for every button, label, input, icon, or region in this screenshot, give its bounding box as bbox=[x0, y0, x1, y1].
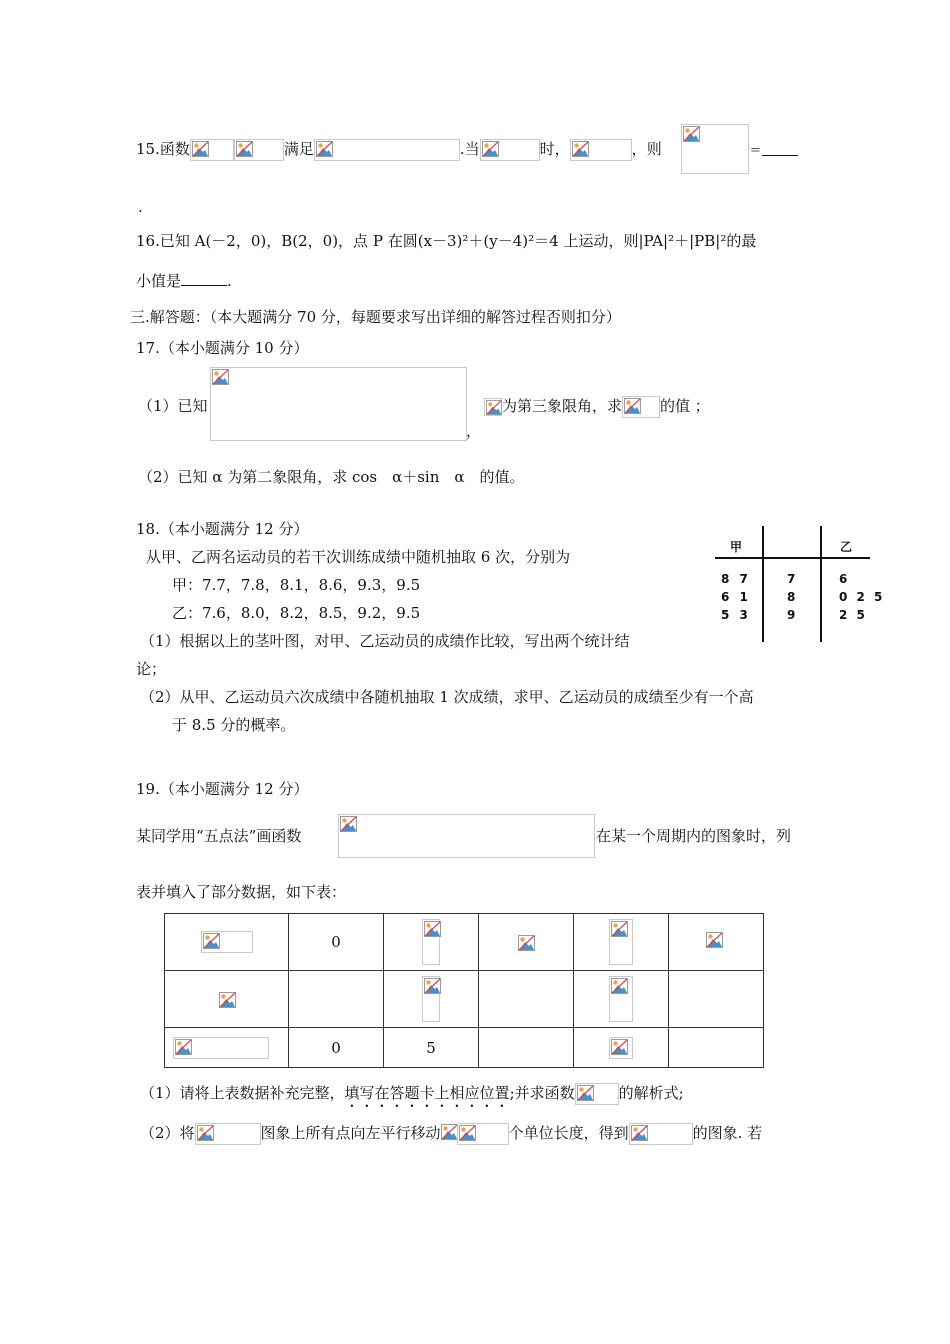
broken-image-icon bbox=[706, 932, 723, 948]
broken-image-icon bbox=[197, 1125, 214, 1141]
formula-image bbox=[480, 139, 540, 161]
q17-p1-end: 的值 ； bbox=[660, 397, 710, 415]
formula-image bbox=[234, 139, 284, 161]
q19-p1 bbox=[140, 1082, 684, 1111]
broken-image-icon bbox=[340, 816, 357, 832]
broken-image-icon bbox=[316, 141, 333, 157]
q18-p1-line2: 论； bbox=[136, 660, 167, 678]
stemleaf-right: 6 bbox=[839, 572, 848, 586]
five-point-table bbox=[164, 913, 764, 1068]
q17-title: 17.（本小题满分 10 分） bbox=[136, 339, 309, 357]
q15-satisfy: 满足 bbox=[283, 140, 314, 158]
stemleaf-header-right: 乙 bbox=[840, 540, 853, 554]
q15-prefix: 15.函数 bbox=[136, 140, 190, 158]
table-cell: 5 bbox=[384, 1028, 479, 1068]
q15-end-dot: . bbox=[138, 198, 143, 216]
q16-text: 小值是 bbox=[136, 272, 182, 290]
q16-answer-blank bbox=[181, 271, 227, 286]
q19-p2-mid2: 个单位长度，得到 bbox=[508, 1124, 629, 1142]
formula-image bbox=[706, 932, 726, 952]
q19-p2-mid1: 图象上所有点向左平行移动 bbox=[260, 1124, 441, 1142]
broken-image-icon bbox=[424, 978, 441, 994]
section-3-heading: 三.解答题：（本大题满分 70 分，每题要求写出详细的解答过程否则扣分） bbox=[130, 308, 621, 326]
formula-image bbox=[422, 976, 440, 1022]
stemleaf-right: 2 5 bbox=[839, 608, 865, 622]
formula-image bbox=[195, 1123, 261, 1145]
q15-answer-blank bbox=[762, 140, 798, 162]
table-cell: 0 bbox=[289, 914, 384, 971]
stemleaf-header-left: 甲 bbox=[730, 540, 743, 554]
q19-intro-suffix: 在某一个周期内的图象时，列 bbox=[596, 827, 792, 845]
q17-p1-mid: 为第三象限角，求 bbox=[502, 397, 623, 415]
q19-p1-prefix: （1）请将上表数据补充完整， bbox=[140, 1084, 345, 1102]
formula-image bbox=[570, 139, 632, 161]
q19-line2: 表并填入了部分数据，如下表： bbox=[136, 883, 347, 901]
q18-p2-line2: 于 8.5 分的概率。 bbox=[172, 716, 296, 734]
q18-yi-scores: 乙：7.6，8.0，8.2，8.5，9.2，9.5 bbox=[172, 604, 421, 622]
broken-image-icon bbox=[572, 141, 589, 157]
formula-image bbox=[622, 396, 660, 418]
formula-image bbox=[314, 139, 460, 161]
formula-image bbox=[609, 919, 633, 965]
q18-p1-line1: （1）根据以上的茎叶图，对甲、乙运动员的成绩作比较，写出两个统计结 bbox=[140, 632, 630, 650]
broken-image-icon bbox=[518, 935, 535, 951]
q18-title: 18.（本小题满分 12 分） bbox=[136, 520, 309, 538]
stemleaf-left: 5 3 bbox=[721, 608, 748, 622]
formula-image bbox=[441, 1123, 457, 1145]
q15-equals: = bbox=[750, 143, 761, 158]
formula-image bbox=[190, 139, 234, 161]
broken-image-icon bbox=[611, 1039, 628, 1055]
broken-image-icon bbox=[459, 1125, 476, 1141]
formula-image bbox=[484, 398, 502, 416]
q16-end: . bbox=[227, 272, 232, 290]
broken-image-icon bbox=[424, 921, 441, 937]
stemleaf-left: 8 7 bbox=[721, 572, 748, 586]
q19-p2-prefix: （2）将 bbox=[140, 1124, 195, 1142]
q18-jia-scores: 甲：7.7，7.8，8.1，8.6，9.3，9.5 bbox=[172, 576, 421, 594]
q15-then: 则 bbox=[646, 140, 662, 158]
formula-image bbox=[457, 1123, 509, 1145]
q19-p2-end: 的图象. 若 bbox=[692, 1124, 763, 1142]
q16-line2 bbox=[136, 270, 232, 292]
formula-image bbox=[210, 367, 467, 441]
stemleaf-stem: 7 bbox=[787, 572, 796, 586]
formula-image bbox=[518, 935, 534, 951]
q17-p1-rest bbox=[484, 395, 710, 418]
q17-p1-comma: ， bbox=[466, 422, 482, 440]
q18-p2-line1: （2）从甲、乙运动员六次成绩中各随机抽取 1 次成绩，求甲、乙运动员的成绩至少有一个高 bbox=[140, 688, 754, 706]
q19-title: 19.（本小题满分 12 分） bbox=[136, 780, 309, 798]
broken-image-icon bbox=[611, 921, 628, 937]
broken-image-icon bbox=[486, 400, 502, 415]
question-15 bbox=[136, 138, 662, 161]
table-cell: 0 bbox=[289, 1028, 384, 1068]
broken-image-icon bbox=[203, 933, 220, 949]
stem-leaf-plot bbox=[715, 520, 895, 645]
stemleaf-stem: 9 bbox=[787, 608, 796, 622]
q15-comma: ， bbox=[631, 140, 647, 158]
q15-time: 时， bbox=[539, 140, 570, 158]
stemleaf-right: 0 2 5 bbox=[839, 590, 883, 604]
q15-when: .当 bbox=[459, 140, 480, 158]
broken-image-icon bbox=[482, 141, 499, 157]
formula-image bbox=[173, 1037, 269, 1059]
formula-image bbox=[609, 1037, 633, 1059]
broken-image-icon bbox=[236, 141, 253, 157]
formula-image bbox=[575, 1083, 619, 1105]
broken-image-icon bbox=[624, 398, 641, 414]
q19-p2 bbox=[140, 1122, 762, 1145]
q19-intro-prefix: 某同学用“五点法”画函数 bbox=[136, 827, 302, 845]
table-row bbox=[165, 971, 764, 1028]
formula-image bbox=[629, 1123, 693, 1145]
broken-image-icon bbox=[192, 141, 209, 157]
broken-image-icon bbox=[631, 1125, 648, 1141]
stemleaf-stem: 8 bbox=[787, 590, 796, 604]
broken-image-icon bbox=[577, 1085, 594, 1101]
q19-p1-emphasis: 填写在答题卡上相应位置 bbox=[344, 1084, 510, 1102]
formula-image bbox=[201, 931, 253, 953]
table-row bbox=[165, 914, 764, 971]
q17-p2: （2）已知 α 为第二象限角，求 cos α＋sin α 的值。 bbox=[138, 468, 525, 486]
broken-image-icon bbox=[212, 369, 229, 385]
broken-image-icon bbox=[611, 978, 628, 994]
formula-image bbox=[609, 976, 633, 1022]
q17-p1-prefix: （1）已知 bbox=[138, 397, 208, 415]
stemleaf-left: 6 1 bbox=[721, 590, 748, 604]
broken-image-icon bbox=[441, 1124, 458, 1140]
table-row bbox=[165, 1028, 764, 1068]
broken-image-icon bbox=[219, 992, 236, 1008]
q18-intro: 从甲、乙两名运动员的若干次训练成绩中随机抽取 6 次，分别为 bbox=[146, 548, 571, 566]
formula-image bbox=[219, 992, 235, 1008]
broken-image-icon bbox=[683, 126, 700, 142]
formula-image bbox=[422, 919, 440, 965]
q19-p1-end: 的解析式; bbox=[618, 1084, 684, 1102]
q19-p1-mid: ;并求函数 bbox=[509, 1084, 575, 1102]
formula-image bbox=[338, 814, 595, 858]
broken-image-icon bbox=[175, 1039, 192, 1055]
q16-line1: 16.已知 A(－2，0)，B(2，0)，点 P 在圆(x－3)²＋(y－4)²＝4 上运动，则|PA|²＋|PB|²的最 bbox=[136, 232, 757, 250]
formula-image bbox=[681, 124, 749, 174]
